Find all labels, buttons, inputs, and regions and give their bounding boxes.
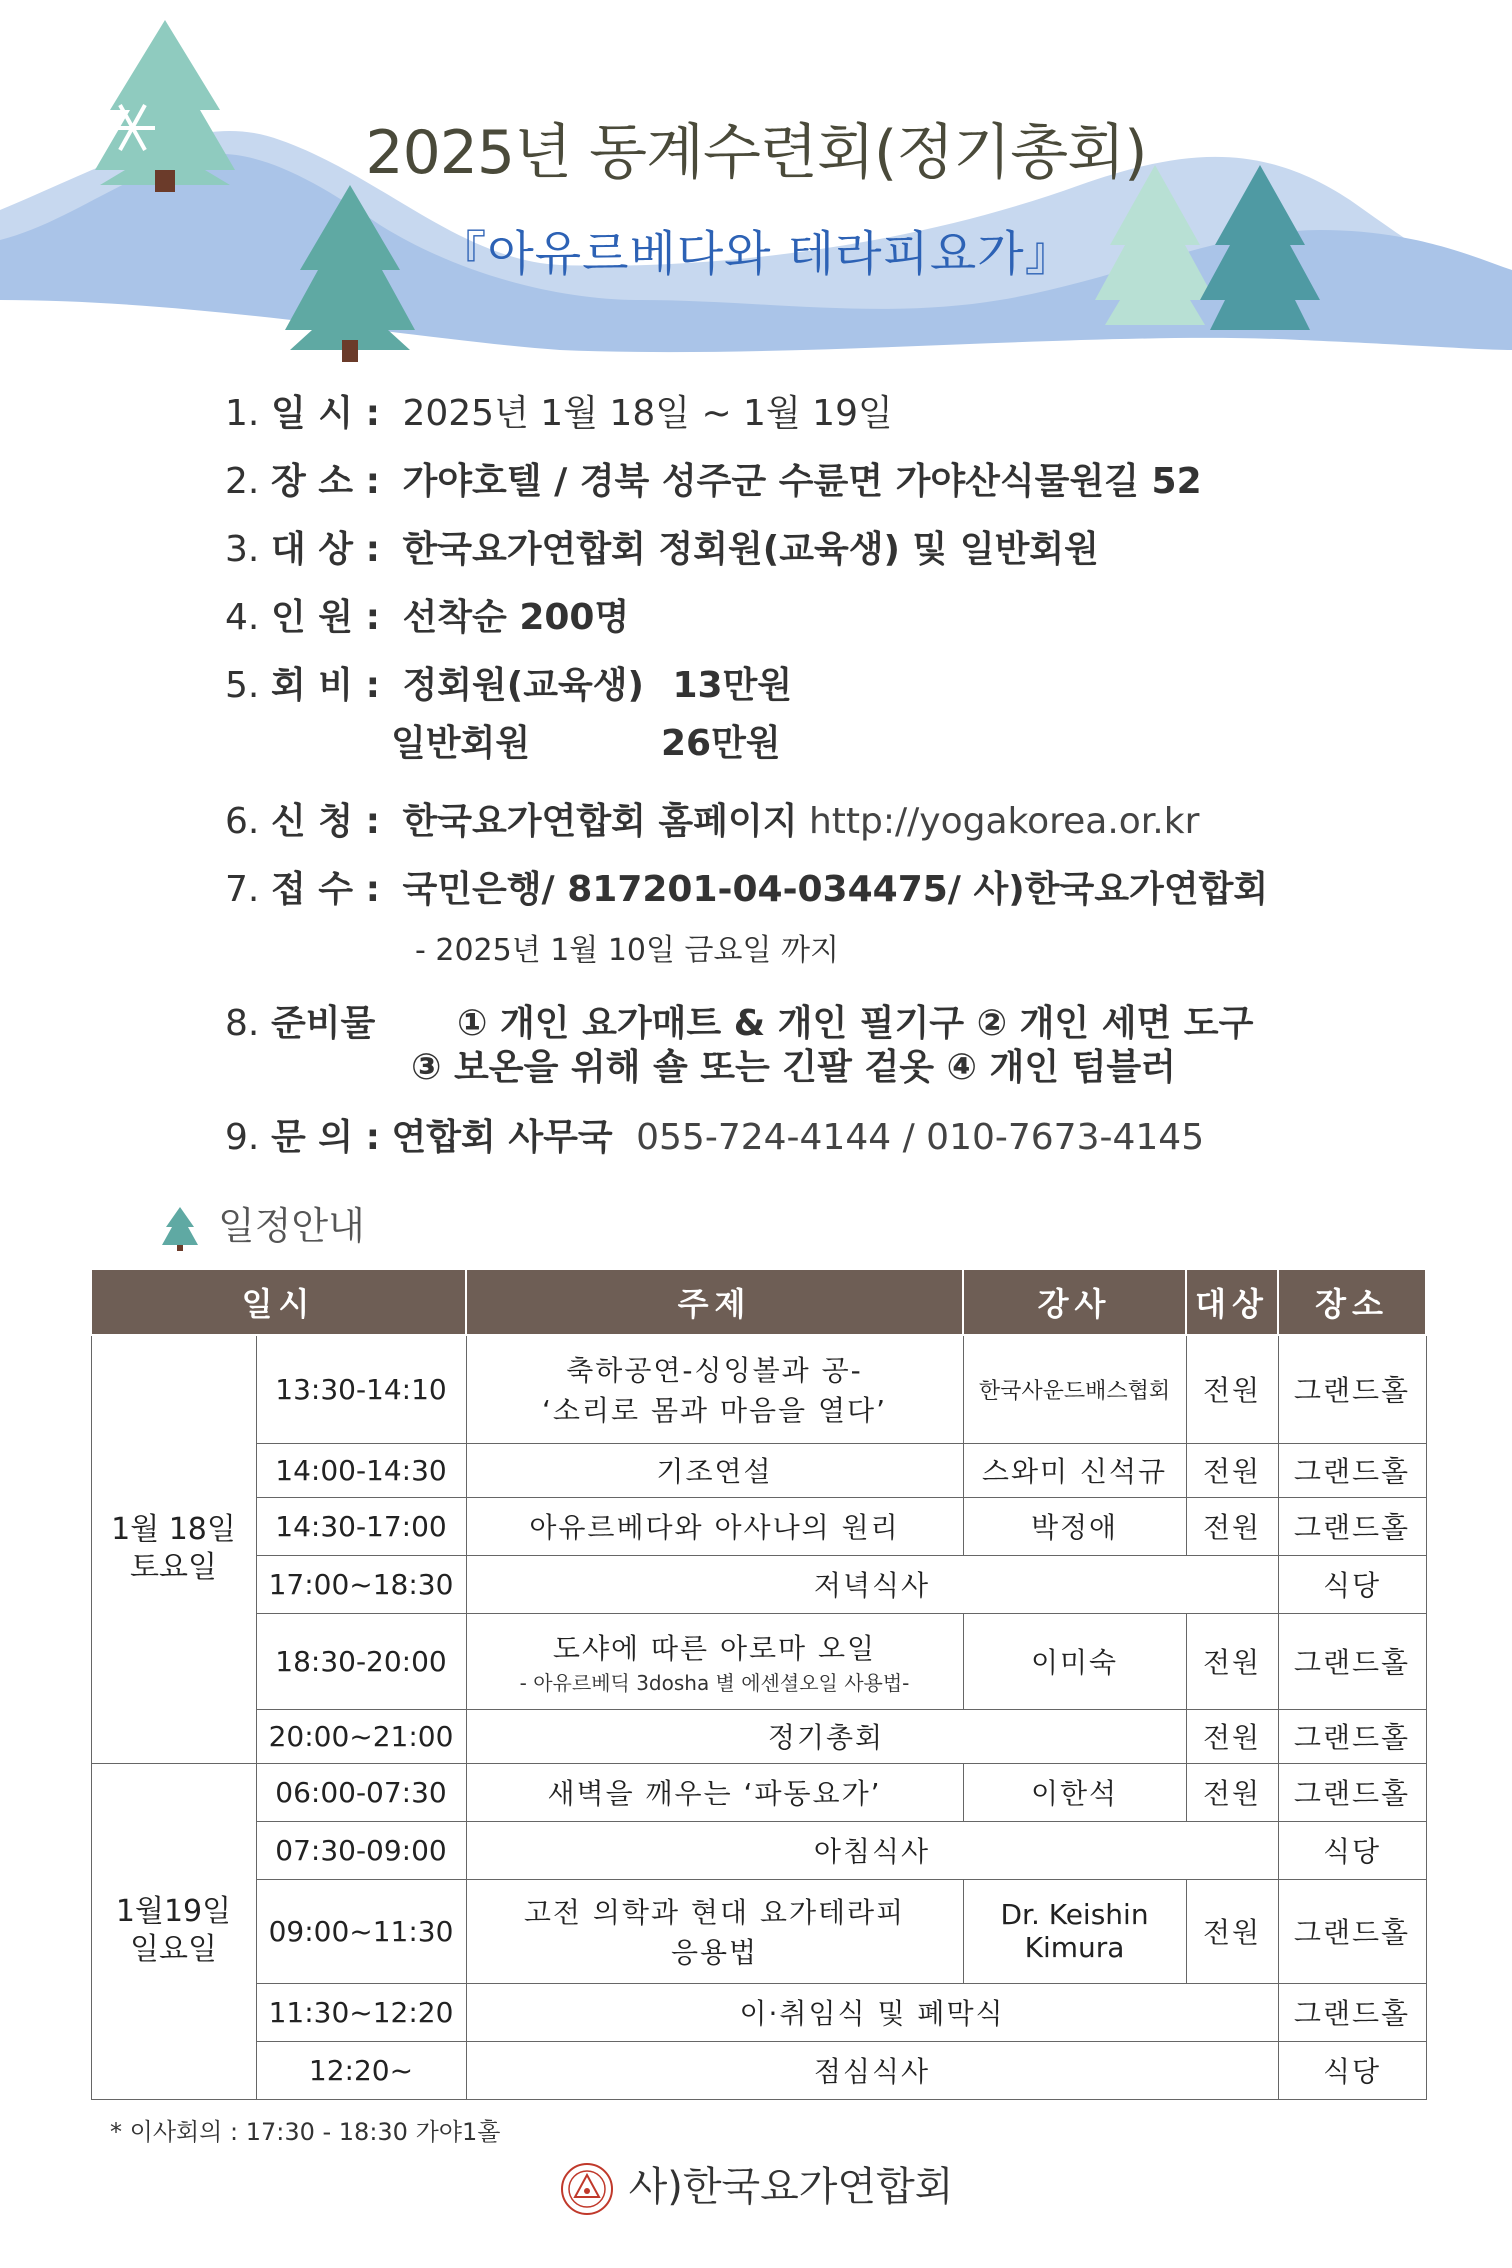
info-payment-value: 국민은행/ 817201-04-034475/ 사)한국요가연합회 [402,869,1269,910]
info-place: 2. 장 소 : 가야호텔 / 경북 성주군 수륜면 가야산식물원길 52 [225,461,1202,502]
info-payment: 7. 접 수 : 국민은행/ 817201-04-034475/ 사)한국요가연합회 [225,869,1269,910]
fee-member-label: 정회원(교육생) [402,665,645,706]
fee-member-amount: 13만원 [672,665,793,706]
table-row: 18:30-20:00 도샤에 따른 아로마 오일 - 아유르베딕 3dosha 별 에센셜오일 사용법- 이미숙 전원 그랜드홀 [91,1613,1426,1709]
org-name: 사)한국요가연합회 [628,2164,954,2210]
table-row: 17:00~18:30 저녁식사 식당 [91,1555,1426,1613]
prep-line-1: ① 개인 요가매트 & 개인 필기구 ② 개인 세면 도구 [457,1003,1254,1044]
homepage-link[interactable]: http://yogakorea.or.kr [808,801,1200,842]
org-logo-icon [559,2161,615,2217]
info-capacity-value: 선착순 200명 [402,597,630,638]
info-apply: 6. 신 청 : 한국요가연합회 홈페이지 http://yogakorea.or.kr [225,801,1200,842]
info-date-value: 2025년 1월 18일 ~ 1월 19일 [402,393,893,434]
header-venue: 장소 [1278,1269,1426,1335]
table-row: 12:20~ 점심식사 식당 [91,2041,1426,2099]
header-date: 일시 [91,1269,466,1335]
footnote: * 이사회의 : 17:30 - 18:30 가야1홀 [110,2118,501,2146]
info-capacity: 4. 인 원 : 선착순 200명 [225,597,630,638]
table-header-row [91,1269,1426,1335]
info-fee: 5. 회 비 : 정회원(교육생) 13만원 [225,657,792,708]
info-place-value: 가야호텔 / 경북 성주군 수륜면 가야산식물원길 52 [402,461,1202,502]
fee-general-label: 일반회원 [391,723,531,764]
contact-phone: 055-724-4144 / 010-7673-4145 [636,1117,1205,1158]
table-row: 14:30-17:00 아유르베다와 아사나의 원리 박정애 전원 그랜드홀 [91,1497,1426,1555]
table-row: 09:00~11:30 고전 의학과 현대 요가테라피 응용법 Dr. Keishin Kimura 전원 그랜드홀 [91,1879,1426,1983]
info-target-value: 한국요가연합회 정회원(교육생) 및 일반회원 [402,529,1099,570]
organization-footer [0,2155,1512,2217]
table-row: 1월 18일 토요일 13:30-14:10 축하공연-싱잉볼과 공- ‘소리로 몸과 마음을 열다’ 한국사운드배스협회 전원 그랜드홀 [91,1335,1426,1443]
schedule-heading: 일정안내 [160,1195,365,1253]
header-instructor: 강사 [963,1269,1186,1335]
info-contact-value: 연합회 사무국 [391,1117,613,1158]
table-row: 1월19일 일요일 06:00-07:30 새벽을 깨우는 ‘파동요가’ 이한석 전원 그랜드홀 [91,1763,1426,1821]
info-contact: 9. 문 의 : 연합회 사무국 055-724-4144 / 010-7673-4145 [225,1117,1205,1158]
prep-line-2: ③ 보온을 위해 숄 또는 긴팔 겉옷 ④ 개인 텀블러 [411,1047,1176,1088]
info-apply-value: 한국요가연합회 홈페이지 [402,801,798,842]
table-row: 07:30-09:00 아침식사 식당 [91,1821,1426,1879]
table-row: 14:00-14:30 기조연설 스와미 신석규 전원 그랜드홀 [91,1443,1426,1497]
tree-icon [160,1205,200,1253]
payment-deadline: - 2025년 1월 10일 금요일 까지 [415,933,839,968]
info-target: 3. 대 상 : 한국요가연합회 정회원(교육생) 및 일반회원 [225,529,1099,570]
page-subtitle: 『아유르베다와 테라피요가』 [438,226,1074,282]
day2-cell: 1월19일 일요일 [91,1763,256,2099]
info-fee-general [391,715,781,766]
schedule-table [90,1268,1427,2100]
table-row: 20:00~21:00 정기총회 전원 그랜드홀 [91,1709,1426,1763]
table-row: 11:30~12:20 이·취임식 및 폐막식 그랜드홀 [91,1983,1426,2041]
info-prep: 8. 준비물 ① 개인 요가매트 & 개인 필기구 ② 개인 세면 도구 [225,1003,1254,1044]
day1-cell: 1월 18일 토요일 [91,1335,256,1763]
header-topic: 주제 [466,1269,963,1335]
fee-general-amount: 26만원 [661,723,781,764]
page-title: 2025년 동계수련회(정기총회) [365,118,1147,188]
info-date: 1. 일 시 : 2025년 1월 18일 ~ 1월 19일 [225,393,893,434]
header-audience: 대상 [1186,1269,1278,1335]
